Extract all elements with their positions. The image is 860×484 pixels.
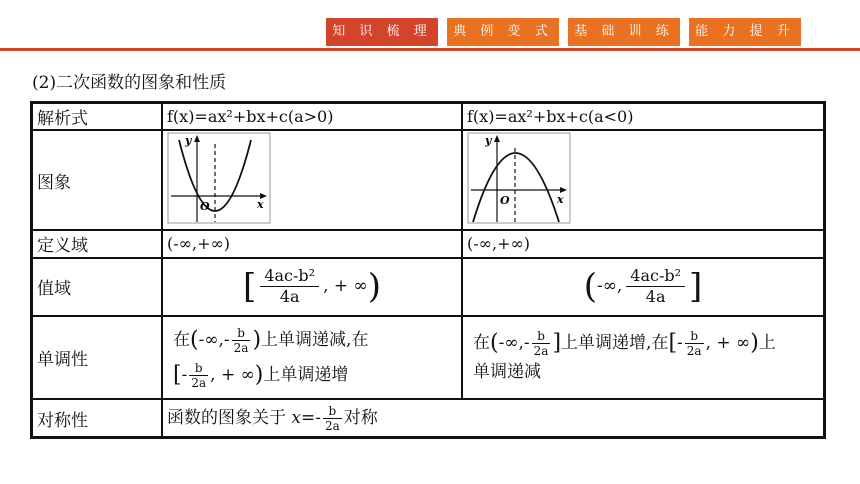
frac-num: b: [323, 404, 342, 419]
row-label: 图象: [32, 130, 163, 230]
table-row: [32, 230, 825, 257]
range-tail: , + ∞: [323, 276, 368, 297]
text: 在: [173, 330, 190, 351]
text: 函数的图象关于: [167, 408, 286, 429]
frac-num: b: [685, 329, 704, 344]
origin-label: O: [200, 199, 210, 213]
table-row: [32, 316, 825, 399]
section-title: (2)二次函数的图象和性质: [32, 73, 227, 93]
row-label: 对称性: [32, 399, 163, 437]
domain-a-positive: (-∞,+∞): [162, 230, 462, 257]
frac-den: 2a: [324, 419, 340, 434]
domain-a-negative: (-∞,+∞): [462, 230, 825, 257]
text: 上: [758, 333, 776, 354]
upward-parabola-graph: [167, 132, 271, 224]
table-row: [32, 103, 825, 131]
origin-label: O: [500, 193, 510, 207]
row-label: 值域: [32, 258, 163, 317]
graph-cell-downward: [462, 130, 825, 230]
range-head: -∞,: [596, 276, 623, 297]
frac-den: 2a: [686, 344, 702, 359]
row-label: 单调性: [32, 316, 163, 399]
y-axis-label: y: [485, 133, 492, 147]
text: 在: [473, 333, 490, 354]
frac-den: 2a: [533, 344, 549, 359]
text: -: [677, 333, 683, 354]
range-a-negative: (-∞, $\frac{\text{4ac-b²}}{4a}$ ]: [462, 258, 825, 317]
row-label: 解析式: [32, 103, 163, 131]
tab-basic-training[interactable]: 基 础 训 练: [568, 18, 680, 46]
x-axis-label: x: [557, 192, 564, 206]
range-denominator: 4a: [279, 287, 300, 307]
properties-table: [30, 101, 826, 439]
formula-a-negative: f(x)=ax²+bx+c(a<0): [462, 103, 825, 131]
frac-num: b: [532, 329, 551, 344]
frac-den: 2a: [233, 341, 249, 356]
text: , + ∞: [705, 333, 751, 354]
formula-a-positive: f(x)=ax²+bx+c(a>0): [162, 103, 462, 131]
frac-den: 2a: [191, 375, 207, 390]
text: 单调递减: [473, 362, 541, 383]
x-axis-label: x: [257, 197, 264, 211]
row-label: 定义域: [32, 230, 163, 257]
text: -∞,-: [498, 333, 530, 354]
y-axis-label: y: [185, 133, 192, 147]
graph-cell-upward: [162, 130, 462, 230]
monotonicity-a-positive: 在(-∞,- $\frac{b}{2a}$ )上单调递减,在 [- $\frac{b}{2a}$ , + ∞)上单调递增: [162, 316, 462, 399]
table-row: [32, 258, 825, 317]
text: x=-: [291, 408, 321, 429]
symmetry-text: [162, 399, 825, 437]
range-numerator: 4ac-b²: [626, 266, 685, 287]
tab-ability[interactable]: 能 力 提 升: [689, 18, 801, 46]
text: 上单调递增,在: [561, 333, 669, 354]
tab-examples[interactable]: 典 例 变 式: [447, 18, 559, 46]
text: 对称: [343, 408, 378, 429]
nav-tabs: [326, 18, 801, 46]
monotonicity-a-negative: 在(-∞,- $\frac{b}{2a}$ ]上单调递增,在[- $\frac{b}{2a}$ , + ∞)上 单调递减: [462, 316, 825, 399]
table-row: [32, 130, 825, 230]
text: -: [181, 364, 188, 385]
downward-parabola-graph: [467, 132, 571, 224]
table-row: [32, 399, 825, 437]
text: -∞,-: [198, 330, 230, 351]
header-divider: [0, 48, 860, 51]
range-a-positive: [ $\frac{\text{4ac-b²}}{4a}$ , + ∞): [162, 258, 462, 317]
frac-num: b: [189, 361, 208, 376]
text: 上单调递增: [263, 364, 349, 385]
range-denominator: 4a: [645, 287, 666, 307]
tab-knowledge[interactable]: 知 识 梳 理: [326, 18, 438, 46]
frac-num: b: [232, 326, 251, 341]
text: , + ∞: [210, 364, 255, 385]
text: 上单调递减,在: [261, 330, 369, 351]
range-numerator: 4ac-b²: [260, 266, 319, 287]
